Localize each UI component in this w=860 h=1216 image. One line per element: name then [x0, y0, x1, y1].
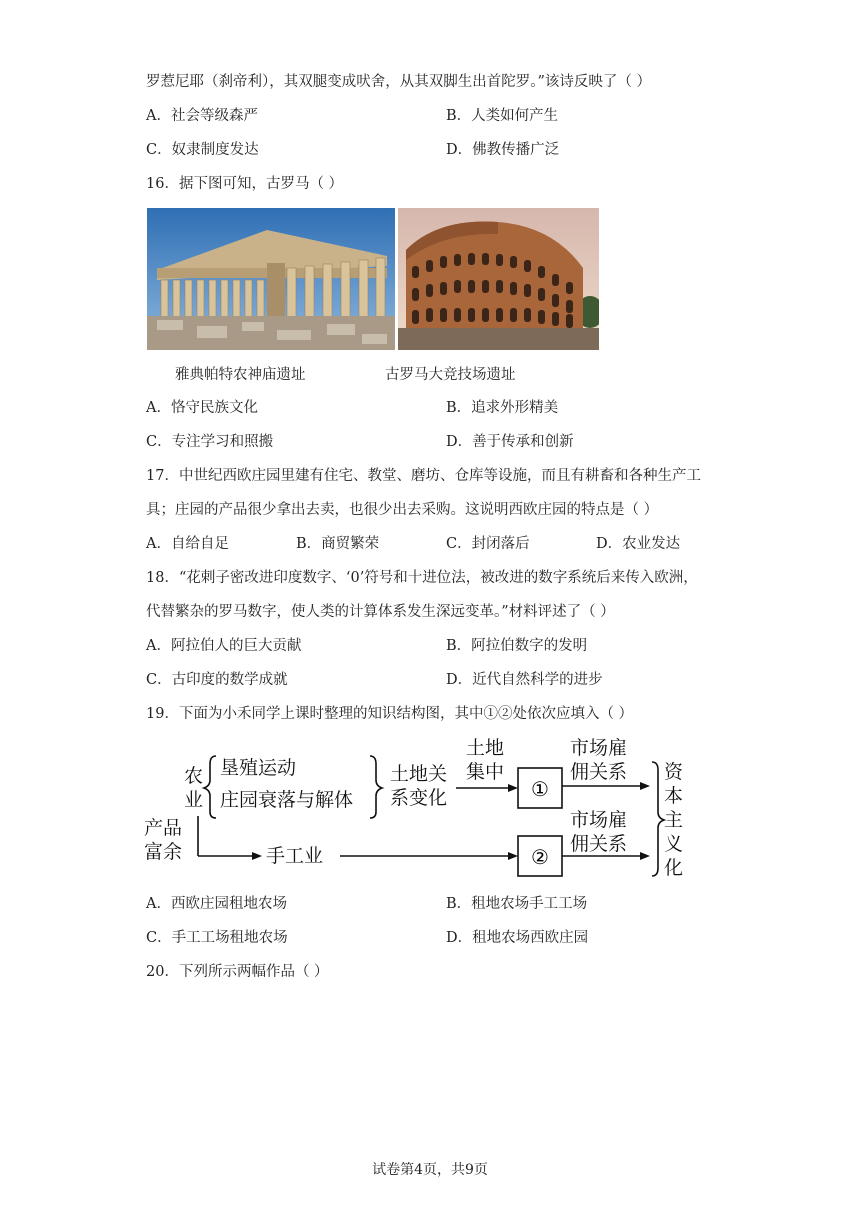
q18-stem-line1: 18．“花剌子密改进印度数字、‘0’符号和十进位法，被改进的数字系统后来传入欧洲， [146, 570, 698, 586]
diagram-label-market1a: 市场雇 [570, 737, 628, 759]
q16-option-a[interactable]: A．恪守民族文化 [146, 400, 258, 416]
diagram-label-shougongye: 手工业 [266, 845, 324, 867]
knowledge-structure-diagram [140, 732, 700, 882]
q16-option-b[interactable]: B．追求外形精美 [446, 400, 559, 416]
q19-option-c[interactable]: C．手工工场租地农场 [146, 930, 288, 946]
diagram-label-fuyu: 富余 [144, 841, 183, 863]
q16-stem: 16．据下图可知，古罗马（ ） [146, 176, 344, 192]
q18-option-c[interactable]: C．古印度的数学成就 [146, 672, 288, 688]
q20-stem: 20．下列所示两幅作品（ ） [146, 964, 329, 980]
q16-option-d[interactable]: D．善于传承和创新 [446, 434, 574, 450]
q16-option-c[interactable]: C．专注学习和照搬 [146, 434, 274, 450]
q15-stem-continuation: 罗惹尼耶（刹帝利），其双腿变成吠舍，从其双脚生出首陀罗。”该诗反映了（ ） [146, 74, 652, 90]
q18-stem-line2: 代替繁杂的罗马数字，使人类的计算体系发生深远变革。”材料评述了（ ） [146, 604, 615, 620]
q19-option-d[interactable]: D．租地农场西欧庄园 [446, 930, 589, 946]
diagram-label-zi: 资 [664, 761, 684, 783]
q18-option-a[interactable]: A．阿拉伯人的巨大贡献 [146, 638, 302, 654]
diagram-label-market1b: 佣关系 [570, 761, 628, 783]
diagram-box-2: ② [531, 845, 549, 869]
diagram-label-zhuangyuan: 庄园衰落与解体 [220, 789, 354, 811]
q17-option-d[interactable]: D．农业发达 [596, 536, 681, 552]
diagram-label-ye: 业 [184, 789, 204, 811]
diagram-label-zhu: 主 [664, 809, 684, 831]
diagram-label-tudiguan: 土地关 [390, 763, 448, 785]
q15-option-c[interactable]: C．奴隶制度发达 [146, 142, 259, 158]
diagram-label-yi: 义 [664, 833, 684, 855]
diagram-label-chanpin: 产品 [144, 817, 183, 839]
q19-option-b[interactable]: B．租地农场手工工场 [446, 896, 588, 912]
diagram-box-1: ① [531, 777, 549, 801]
diagram-label-tudi: 土地 [466, 737, 505, 759]
diagram-label-kenzhi: 垦殖运动 [220, 757, 297, 779]
q15-option-a[interactable]: A．社会等级森严 [146, 108, 258, 124]
q15-option-d[interactable]: D．佛教传播广泛 [446, 142, 560, 158]
q17-stem-line2: 具；庄园的产品很少拿出去卖，也很少出去采购。这说明西欧庄园的特点是（ ） [146, 502, 659, 518]
q15-option-b[interactable]: B．人类如何产生 [446, 108, 559, 124]
parthenon-photo [147, 208, 395, 350]
q18-option-d[interactable]: D．近代自然科学的进步 [446, 672, 603, 688]
colosseum-photo [398, 208, 599, 350]
q19-option-a[interactable]: A．西欧庄园租地农场 [146, 896, 287, 912]
caption-colosseum: 古罗马大竞技场遗址 [385, 367, 516, 383]
q17-option-a[interactable]: A．自给自足 [146, 536, 229, 552]
diagram-label-hua: 化 [664, 857, 684, 879]
diagram-label-market2b: 佣关系 [570, 833, 628, 855]
q19-stem: 19．下面为小禾同学上课时整理的知识结构图，其中①②处依次应填入（ ） [146, 706, 634, 722]
diagram-label-jizhong: 集中 [466, 761, 505, 783]
page-footer: 试卷第4页，共9页 [372, 1162, 488, 1178]
q17-option-b[interactable]: B．商贸繁荣 [296, 536, 380, 552]
caption-parthenon: 雅典帕特农神庙遗址 [175, 367, 306, 383]
diagram-label-xibianhua: 系变化 [390, 787, 448, 809]
diagram-label-market2a: 市场雇 [570, 809, 628, 831]
diagram-label-nong: 农 [184, 765, 204, 787]
q18-option-b[interactable]: B．阿拉伯数字的发明 [446, 638, 588, 654]
diagram-label-ben: 本 [664, 785, 684, 807]
q17-option-c[interactable]: C．封闭落后 [446, 536, 530, 552]
q17-stem-line1: 17．中世纪西欧庄园里建有住宅、教堂、磨坊、仓库等设施，而且有耕畜和各种生产工 [146, 468, 701, 484]
